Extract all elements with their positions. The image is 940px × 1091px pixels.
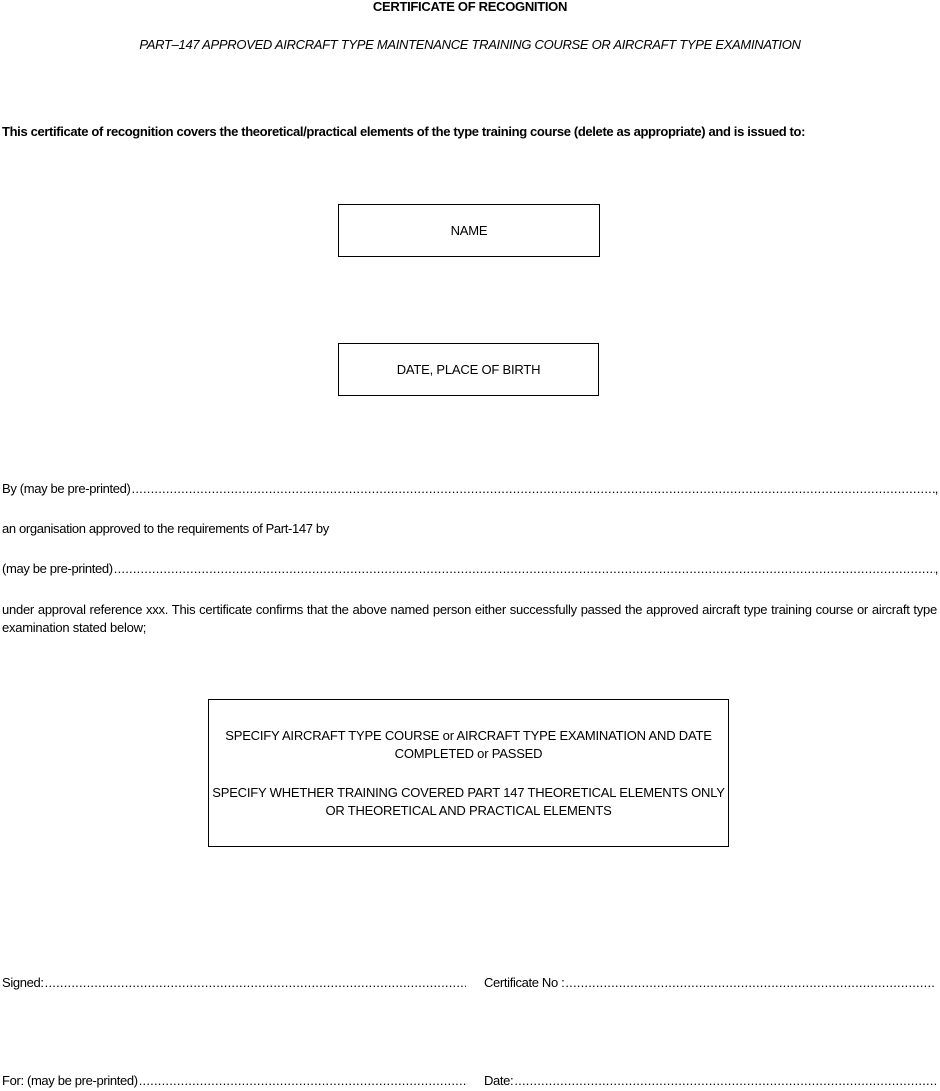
- date-label: Date:: [484, 1073, 514, 1088]
- line-comma: ,: [934, 481, 938, 496]
- training-elements-text: SPECIFY WHETHER TRAINING COVERED PART 147 THEORETICAL ELEMENTS ONLY OR THEORETICAL AND PRACTICAL ELEMENTS: [212, 784, 725, 818]
- pre-printed-label: (may be pre-printed): [2, 561, 113, 576]
- line-comma: ,: [934, 561, 938, 576]
- organisation-approval-text: an organisation approved to the requirements of Part-147 by: [2, 521, 329, 536]
- by-label: By (may be pre-printed): [2, 481, 131, 496]
- certificate-title: CERTIFICATE OF RECOGNITION: [372, 0, 568, 14]
- for-label: For: (may be pre-printed): [2, 1073, 138, 1088]
- dotted-fill-line: [565, 975, 936, 990]
- certificate-number-label: Certificate No :: [484, 975, 565, 990]
- intro-text: This certificate of recognition covers the theoretical/practical elements of the type training course (delete as appropriate) and is issued to:: [2, 124, 806, 139]
- course-specification-box[interactable]: [208, 699, 729, 847]
- dotted-fill-line: [132, 481, 935, 496]
- dotted-fill-line: [514, 1073, 936, 1088]
- approving-authority-line[interactable]: [2, 561, 938, 576]
- date-place-of-birth-box[interactable]: [338, 343, 599, 396]
- name-field-box[interactable]: [338, 204, 600, 257]
- date-line[interactable]: [484, 1073, 936, 1088]
- dotted-fill-line: [139, 1073, 466, 1088]
- certificate-subtitle: PART–147 APPROVED AIRCRAFT TYPE MAINTENANCE TRAINING COURSE OR AIRCRAFT TYPE EXAMINATION: [139, 37, 801, 52]
- date-place-of-birth-label: DATE, PLACE OF BIRTH: [396, 362, 541, 377]
- for-line[interactable]: [2, 1073, 466, 1088]
- approval-reference-paragraph: under approval reference xxx. This certificate confirms that the above named person either successfully passed the approved aircraft type training course or aircraft type examination stated below;: [2, 602, 937, 635]
- dotted-fill-line: [114, 561, 935, 576]
- signed-label: Signed:: [2, 975, 44, 990]
- certificate-number-line[interactable]: [484, 975, 936, 990]
- issuing-organisation-line[interactable]: [2, 481, 938, 496]
- course-specification-text: SPECIFY AIRCRAFT TYPE COURSE or AIRCRAFT TYPE EXAMINATION AND DATE COMPLETED or PASSED: [225, 727, 712, 761]
- dotted-fill-line: [45, 975, 466, 990]
- name-field-label: NAME: [450, 223, 488, 238]
- signed-line[interactable]: [2, 975, 466, 990]
